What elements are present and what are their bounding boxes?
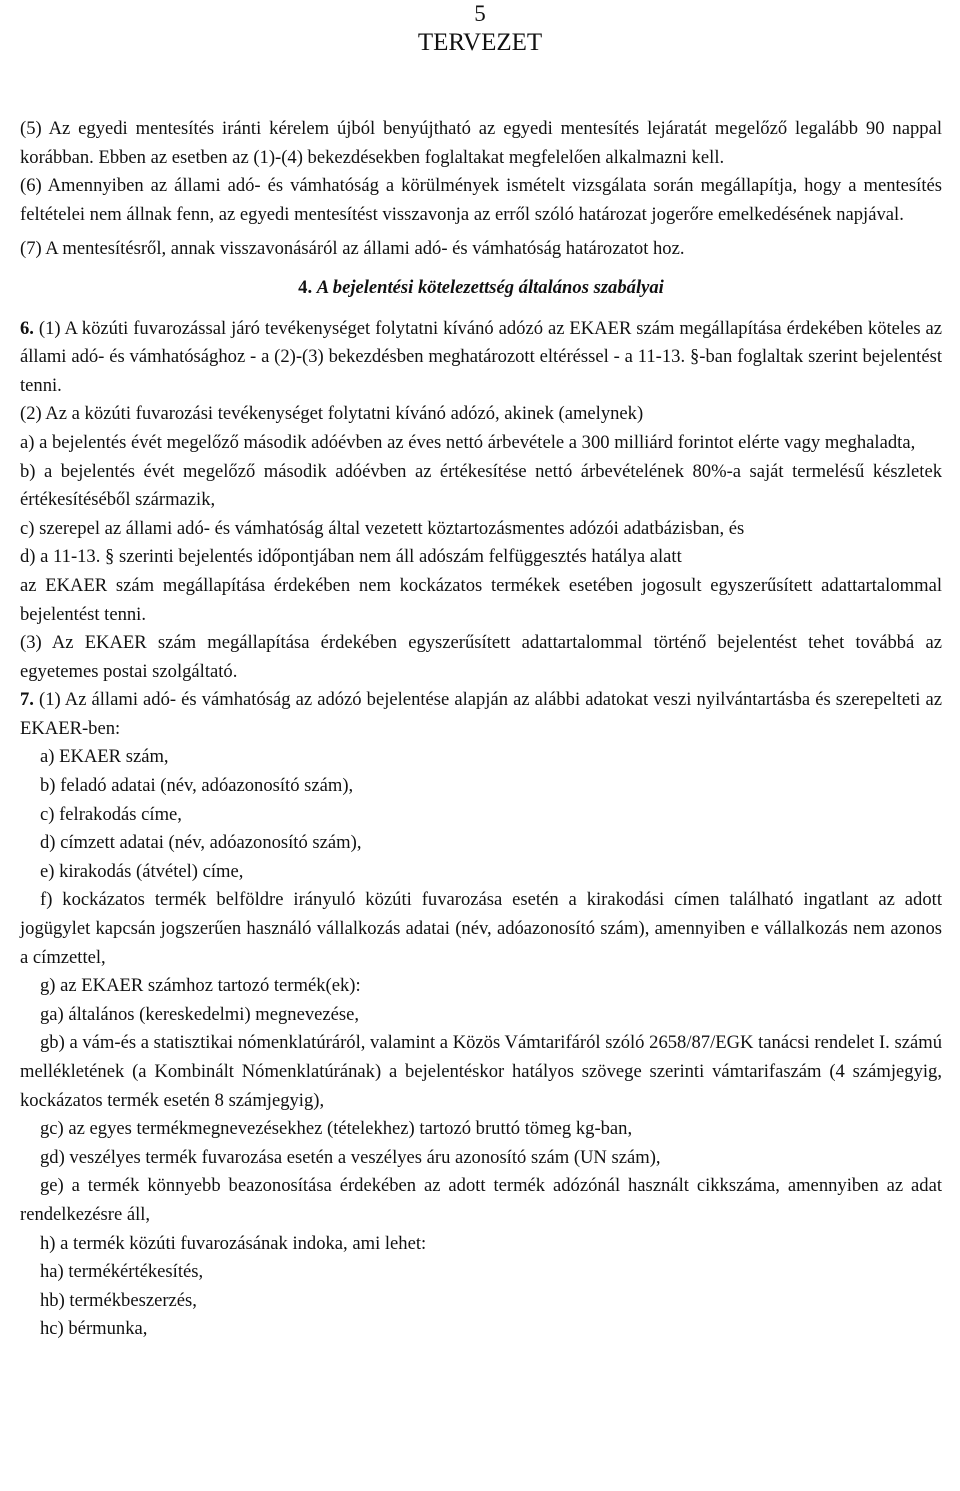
section-7-number: 7.	[20, 689, 34, 711]
section-6-paragraph-3: (3) Az EKAER szám megállapítása érdekében egyszerűsített adattartalommal történő bejelentést tehet továbbá az egyetemes postai szolgáltató.	[20, 632, 942, 682]
section-7-item-ga: ga) általános (kereskedelmi) megnevezése,	[40, 1003, 360, 1025]
draft-label: TERVEZET	[417, 29, 543, 56]
section-7-item-f: f) kockázatos termék belföldre irányuló közúti fuvarozása esetén a kirakodási címen található ingatlant az adott jogügylet kapcsán jogszerűen használó vállalkozás adatai (név, adóazonosító szám), amennyiben e vállalkozás nem azonos a címzettel,	[20, 889, 942, 968]
section-7-item-e: e) kirakodás (átvétel) címe,	[40, 860, 244, 882]
section-heading	[20, 274, 942, 303]
section-6-item-c: c) szerepel az állami adó- és vámhatóság által vezetett köztartozásmentes adózói adatbázisban, és	[20, 517, 745, 539]
section-6-text-1: (1) A közúti fuvarozással járó tevékenységet folytatni kívánó adózó az EKAER szám megállapítása érdekében köteles az állami adó- és vámhatósághoz - a (2)-(3) bekezdésben meghatározott eltéréssel - a 11-13. §-ban foglaltak szerint bejelentést tenni.	[20, 317, 942, 396]
section-6-number: 6.	[20, 317, 34, 339]
section-6-paragraph-2: (2) Az a közúti fuvarozási tevékenységet folytatni kívánó adózó, akinek (amelynek)	[20, 403, 644, 425]
page-number: 5	[474, 1, 486, 26]
section-7-item-ha: ha) termékértékesítés,	[40, 1261, 204, 1283]
section-7-item-b: b) feladó adatai (név, adóazonosító szám),	[40, 775, 354, 797]
section-6-item-d: d) a 11-13. § szerinti bejelentés időpontjában nem áll adószám felfüggesztés hatálya alatt	[20, 546, 682, 568]
section-7-item-g: g) az EKAER számhoz tartozó termék(ek):	[40, 975, 361, 997]
section-6-item-d-tail: az EKAER szám megállapítása érdekében nem kockázatos termékek esetében jogosult egyszerűsített adattartalommal bejelentést tenni.	[20, 574, 942, 625]
section-7-item-a: a) EKAER szám,	[40, 746, 169, 768]
section-6-paragraph-1	[20, 315, 942, 401]
section-7-text-1: (1) Az állami adó- és vámhatóság az adózó bejelentése alapján az alábbi adatokat veszi nyilvántartásba és szerepelteti az EKAER-ben:	[20, 689, 942, 739]
heading-title: A bejelentési kötelezettség általános szabályai	[316, 276, 664, 298]
section-7-paragraph-1	[20, 686, 942, 743]
section-7-item-h: h) a termék közúti fuvarozásának indoka, ami lehet:	[40, 1232, 427, 1254]
section-7-item-gb: gb) a vám-és a statisztikai nómenklatúráról, valamint a Közös Vámtarifáról szóló 2658/87/EGK tanácsi rendelet I. számú mellékletének (a Kombinált Nómenklatúrának) a bejelentéskor hatályos szövege szerinti vámtarifaszám (4 számjegyig, kockázatos termék esetén 8 számjegyig),	[20, 1032, 942, 1111]
paragraph-5: (5) Az egyedi mentesítés iránti kérelem újból benyújtható az egyedi mentesítés lejáratát megelőző legalább 90 nappal korábban. Ebben az esetben az (1)-(4) bekezdésekben foglaltakat megfelelően alkalmazni kell.	[20, 118, 942, 168]
heading-number: 4.	[298, 276, 313, 298]
document-body	[20, 115, 942, 1344]
paragraph-7: (7) A mentesítésről, annak visszavonásáról az állami adó- és vámhatóság határozatot hoz.	[20, 238, 685, 260]
section-7-item-ge: ge) a termék könnyebb beazonosítása érdekében az adott termék adózónál használt cikkszáma, amennyiben az adat rendelkezésre áll,	[20, 1175, 942, 1225]
section-6-item-b: b) a bejelentés évét megelőző második adóévben az értékesítése nettó árbevételének 80%-a saját termelésű készletek értékesítéséből származik,	[20, 460, 942, 511]
section-7-item-c: c) felrakodás címe,	[40, 803, 182, 825]
section-7-item-hb: hb) termékbeszerzés,	[40, 1289, 197, 1311]
section-7-item-hc: hc) bérmunka,	[40, 1318, 148, 1340]
section-6-item-a: a) a bejelentés évét megelőző második adóévben az éves nettó árbevétele a 300 milliárd forintot elérte vagy meghaladta,	[20, 431, 916, 453]
section-7-item-d: d) címzett adatai (név, adóazonosító szám),	[40, 832, 362, 854]
paragraph-6: (6) Amennyiben az állami adó- és vámhatóság a körülmények ismételt vizsgálata során megállapítja, hogy a mentesítés feltételei nem állnak fenn, az egyedi mentesítést visszavonja az erről szóló határozat jogerőre emelkedésének napjával.	[20, 175, 942, 225]
section-7-item-gd: gd) veszélyes termék fuvarozása esetén a veszélyes áru azonosító szám (UN szám),	[40, 1146, 661, 1168]
section-7-item-gc: gc) az egyes termékmegnevezésekhez (tételekhez) tartozó bruttó tömeg kg-ban,	[40, 1118, 633, 1140]
